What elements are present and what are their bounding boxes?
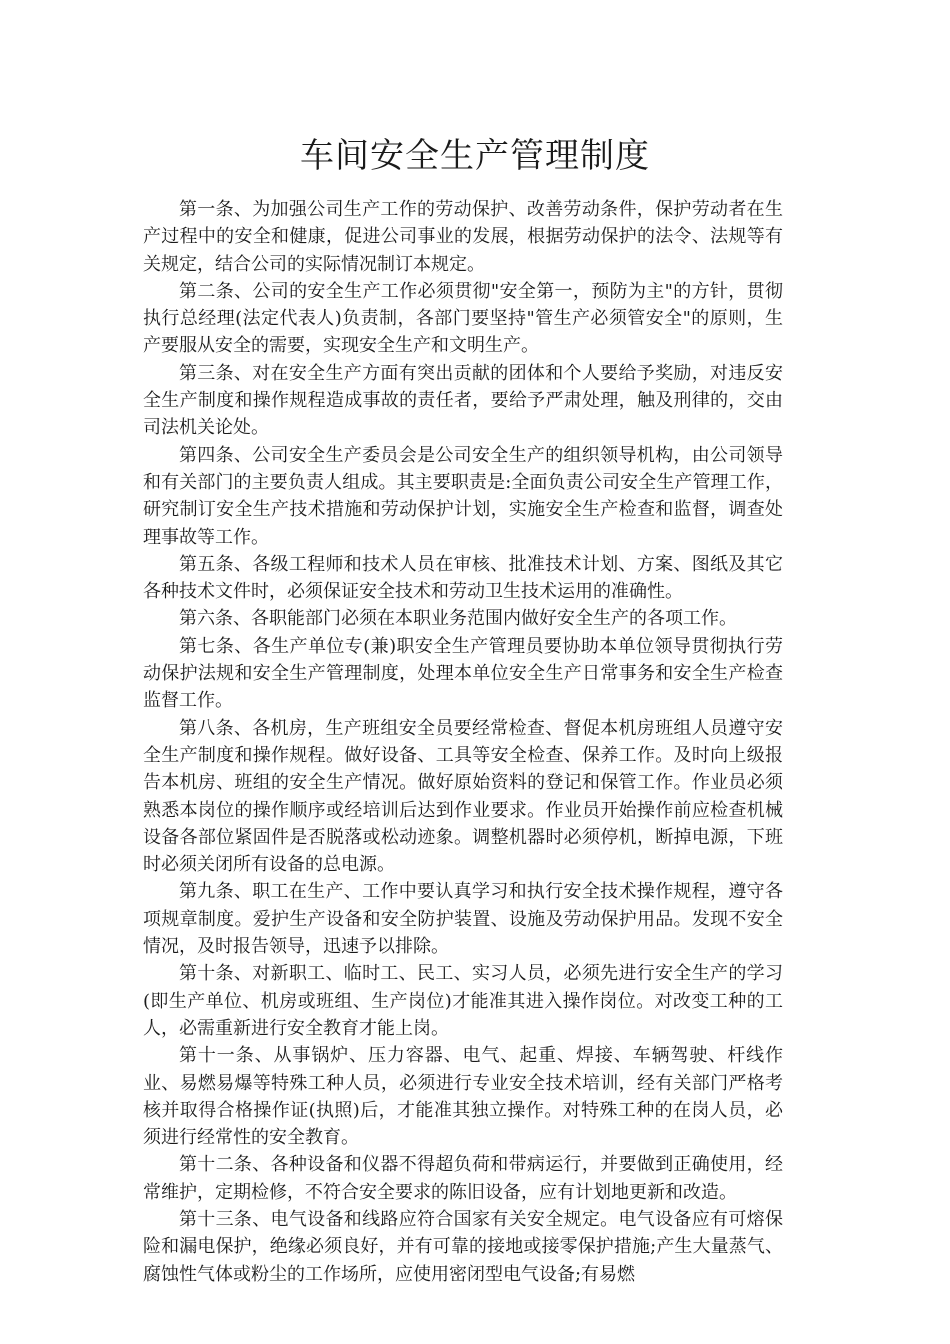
article-5: 第五条、各级工程师和技术人员在审核、批准技术计划、方案、图纸及其它各种技术文件时，必须保证安全技术和劳动卫生技术运用的准确性。 xyxy=(143,553,783,603)
article-9: 第九条、职工在生产、工作中要认真学习和执行安全技术操作规程，遵守各项规章制度。爱护生产设备和安全防护装置、设施及劳动保护用品。发现不安全情况，及时报告领导，迅速予以排除。 xyxy=(143,881,783,958)
document-body xyxy=(143,196,783,1288)
article-1: 第一条、为加强公司生产工作的劳动保护、改善劳动条件，保护劳动者在生产过程中的安全和健康，促进公司事业的发展，根据劳动保护的法令、法规等有关规定，结合公司的实际情况制订本规定。 xyxy=(143,199,783,275)
article-6: 第六条、各职能部门必须在本职业务范围内做好安全生产的各项工作。 xyxy=(179,608,737,630)
article-12: 第十二条、各种设备和仪器不得超负荷和带病运行，并要做到正确使用，经常维护，定期检修，不符合安全要求的陈旧设备，应有计划地更新和改造。 xyxy=(143,1154,783,1203)
article-11: 第十一条、从事锅炉、压力容器、电气、起重、焊接、车辆驾驶、杆线作业、易燃易爆等特殊工种人员，必须进行专业安全技术培训，经有关部门严格考核并取得合格操作证(执照)后，才能准其独立操作。对特殊工种的在岗人员，必须进行经常性的安全教育。 xyxy=(143,1045,783,1149)
article-13: 第十三条、电气设备和线路应符合国家有关安全规定。电气设备应有可熔保险和漏电保护，绝缘必须良好，并有可靠的接地或接零保护措施;产生大量蒸气、腐蚀性气体或粉尘的工作场所，应使用密闭型电气设备;有易燃 xyxy=(143,1208,783,1285)
article-4: 第四条、公司安全生产委员会是公司安全生产的组织领导机构，由公司领导和有关部门的主要负责人组成。其主要职责是:全面负责公司安全生产管理工作，研究制订安全生产技术措施和劳动保护计划，实施安全生产检查和监督，调查处理事故等工作。 xyxy=(143,444,783,548)
article-2: 第二条、公司的安全生产工作必须贯彻"安全第一，预防为主"的方针，贯彻执行总经理(法定代表人)负责制，各部门要坚持"管生产必须管安全"的原则，生产要服从安全的需要，实现安全生产和文明生产。 xyxy=(143,280,783,357)
article-3: 第三条、对在安全生产方面有突出贡献的团体和个人要给予奖励，对违反安全生产制度和操作规程造成事故的责任者，要给予严肃处理，触及刑律的，交由司法机关论处。 xyxy=(143,362,783,439)
article-8: 第八条、各机房，生产班组安全员要经常检查、督促本机房班组人员遵守安全生产制度和操作规程。做好设备、工具等安全检查、保养工作。及时向上级报告本机房、班组的安全生产情况。做好原始资料的登记和保管工作。作业员必须熟悉本岗位的操作顺序或经培训后达到作业要求。作业员开始操作前应检查机械设备各部位紧固件是否脱落或松动迹象。调整机器时必须停机，断掉电源，下班时必须关闭所有设备的总电源。 xyxy=(143,717,783,876)
document-title: 车间安全生产管理制度 xyxy=(300,136,650,176)
article-7: 第七条、各生产单位专(兼)职安全生产管理员要协助本单位领导贯彻执行劳动保护法规和安全生产管理制度，处理本单位安全生产日常事务和安全生产检查监督工作。 xyxy=(143,635,783,712)
article-10: 第十条、对新职工、临时工、民工、实习人员，必须先进行安全生产的学习(即生产单位、机房或班组、生产岗位)才能准其进入操作岗位。对改变工种的工人，必需重新进行安全教育才能上岗。 xyxy=(143,963,783,1039)
